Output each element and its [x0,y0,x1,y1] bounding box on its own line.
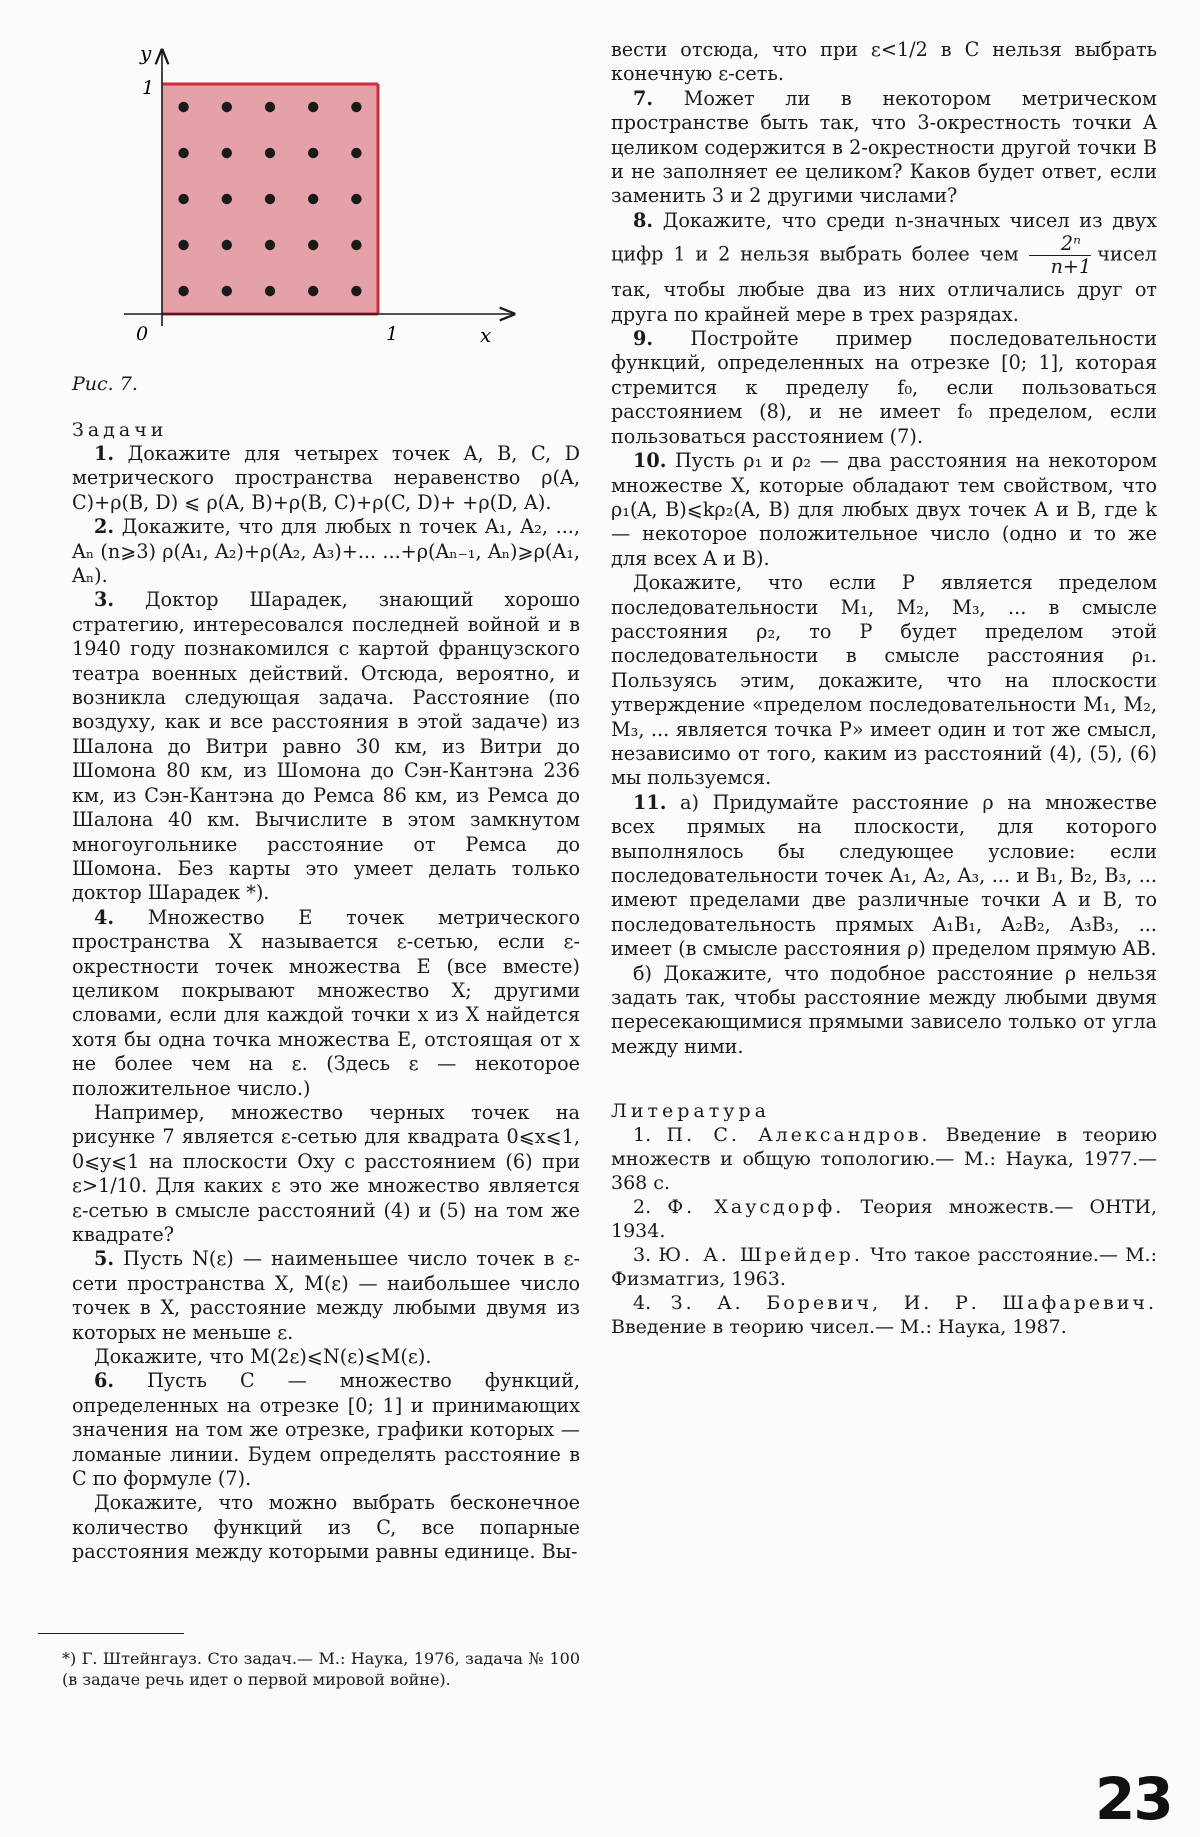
problem-text: Может ли в некотором метрическом пространстве быть так, что 3-окрестность точки A целиком содержится в 2-окрестности другой точки B и не заполняет ее целиком? Каков будет ответ, если заменить 3 и 2 другими числами? [611,86,1157,208]
net-point [265,102,275,112]
reference-2 [611,1195,1157,1243]
figure-caption: Рис. 7. [72,373,138,395]
net-point [222,286,232,296]
problem-1 [72,442,580,515]
problem-number: 11. [633,790,667,814]
problem-4 [72,906,580,1101]
reference-number: 1. [633,1124,652,1147]
fraction-numerator: 2ⁿ [1060,232,1081,256]
problem-text: Множество E точек метрического пространства X называется ε-сетью, если ε-окрестности точек множества E (все вместе) целиком покрывают множество X; другими словами, если для каждой точки x из X найдется хотя бы одна точка множества E, отстоящая от x не более чем на ε. (Здесь ε — некоторое положительное число.) [72,905,580,1100]
problem-number: 1. [94,442,115,465]
footnote-mark: *) [62,1649,77,1668]
net-point [265,148,275,158]
net-point [265,286,275,296]
problem-text: Докажите для четырех точек A, B, C, D метрического пространства неравенство ρ(A, C)+ρ(B, D) ⩽ ρ(A, B)+ρ(B, C)+ρ(C, D)+ +ρ(D, A). [72,442,581,514]
problem-text: Пусть C — множество функций, определенных на отрезке [0; 1] и принимающих значения на том же отрезке, графики которых — ломаные линии. Будем определять расстояние в C по формуле (7). [72,1369,581,1491]
net-point [351,286,361,296]
reference-text: Теория множеств.— ОНТИ, 1934. [611,1196,1157,1243]
problem-number: 8. [633,208,654,232]
reference-author: Ф. Хаусдорф. [667,1196,845,1219]
literature-heading: Литература [611,1100,770,1123]
reference-1 [611,1123,1157,1195]
problem-text: чисел так, чтобы любые два из них отличались друг от друга по крайней мере в трех разрядах. [611,242,1157,326]
net-point [222,102,232,112]
reference-4 [611,1291,1157,1339]
x-tick-label: 1 [386,323,399,345]
y-tick-label: 1 [142,77,155,99]
problem-number: 5. [94,1247,115,1271]
reference-number: 4. [633,1292,652,1315]
net-point [308,194,318,204]
problem-6 [72,1369,580,1491]
net-point [178,148,188,158]
reference-text: Что такое расстояние.— М.: Физматгиз, 1963. [611,1244,1158,1291]
reference-number: 3. [633,1244,652,1267]
problems-heading: Задачи [72,419,168,441]
problem-2 [72,515,580,588]
left-column [72,418,580,1565]
problem-10-claim: Докажите, что если P является пределом последовательности M₁, M₂, M₃, ... в смысле расстояния ρ₂, то P будет пределом этой последовательности в смысле расстояния ρ₁. Пользуясь этим, докажите, что на плоскости утверждение «пределом последовательности M₁, M₂, M₃, ... является точка P» имеет один и тот же смысл, независимо от того, каким из расстояний (4), (5), (6) мы пользуемся. [611,571,1157,790]
problem-number: 4. [94,905,115,929]
problem-7 [611,87,1157,209]
net-point [308,102,318,112]
problem-11a [611,791,1157,962]
net-point [222,194,232,204]
origin-label: 0 [136,323,149,345]
net-point [222,148,232,158]
reference-text: Введение в теорию множеств и общую топологию.— М.: Наука, 1977.— 368 с. [611,1124,1158,1195]
fraction [1029,233,1092,278]
footnote [62,1648,580,1690]
net-point [308,286,318,296]
net-point [308,148,318,158]
page-number: 23 [1095,1765,1172,1833]
problem-11b: б) Докажите, что подобное расстояние ρ нельзя задать так, чтобы расстояние между любыми двумя пересекающимися прямыми зависело только от угла между ними. [611,961,1157,1058]
literature [611,1099,1157,1339]
problem-number: 3. [94,588,115,612]
problem-8 [611,209,1157,327]
net-point [222,240,232,250]
net-point [265,194,275,204]
problem-text: Пусть N(ε) — наименьшее число точек в ε-сети пространства X, M(ε) — наибольшее число точек в X, расстояние между любыми двумя из которых не меньше ε. [72,1247,580,1344]
reference-number: 2. [633,1196,652,1219]
reference-author: Ю. А. Шрейдер. [658,1244,863,1267]
net-point [178,102,188,112]
problem-5 [72,1247,580,1345]
problem-9 [611,327,1157,449]
problem-number: 2. [94,515,115,539]
problem-text: а) Придумайте расстояние ρ на множестве всех прямых на плоскости, для которого выполнялось бы следующее условие: если последовательности точек A₁, A₂, A₃, ... и B₁, B₂, B₃, ... имеют пределами две различные точки A и B, то последовательность прямых A₁B₁, A₂B₂, A₃B₃, ... имеет (в смысле расстояния ρ) пределом прямую AB. [611,790,1157,961]
problem-5-claim: Докажите, что M(2ε)⩽N(ε)⩽M(ε). [94,1345,432,1369]
net-point [178,240,188,250]
problem-6-claim: Докажите, что можно выбрать бесконечное количество функций из C, все попарные расстояния между которыми равны единице. Вы- [72,1491,580,1564]
reference-text: Введение в теорию чисел.— М.: Наука, 1987. [611,1316,1067,1339]
problem-4-example: Например, множество черных точек на рисунке 7 является ε-сетью для квадрата 0⩽x⩽1, 0⩽y⩽1 на плоскости Oxy с расстоянием (6) при ε>1/10. Для каких ε это же множество является ε-сетью в смысле расстояний (4) и (5) на том же квадрате? [72,1100,580,1246]
net-point [351,194,361,204]
problem-3 [72,588,580,905]
problem-number: 10. [633,449,667,473]
footnote-text: Г. Штейнгауз. Сто задач.— М.: Наука, 1976, задача № 100 (в задаче речь идет о первой мировой войне). [62,1649,581,1689]
reference-3 [611,1243,1157,1291]
footnote-rule [38,1633,184,1634]
problem-number: 6. [94,1369,115,1393]
x-axis-label: x [480,323,492,346]
fraction-denominator: n+1 [1029,255,1092,278]
problem-text: Докажите, что для любых n точек A₁, A₂, ..., Aₙ (n⩾3) ρ(A₁, A₂)+ρ(A₂, A₃)+... ...+ρ(Aₙ₋₁, Aₙ)⩾ρ(A₁, Aₙ). [72,515,580,588]
problem-number: 7. [633,86,654,110]
net-point [351,240,361,250]
reference-author: П. С. Александров. [666,1124,931,1147]
figure-7 [62,36,522,346]
net-point [308,240,318,250]
problem-6-continuation: вести отсюда, что при ε<1/2 в C нельзя выбрать конечную ε-сеть. [611,38,1157,86]
problem-text: Доктор Шарадек, знающий хорошо стратегию, интересовался последней войной и в 1940 году познакомился с картой французского театра военных действий. Отсюда, вероятно, и возникла следующая задача. Расстояние (по воздуху, как и все расстояния в этой задаче) из Шалона до Витри равно 30 км, из Витри до Шомона 80 км, из Шомона до Сэн-Кантэна 236 км, из Сэн-Кантэна до Ремса 86 км, из Ремса до Шалона 40 км. Вычислите в этом замкнутом многоугольнике расстояние от Ремса до Шомона. Без карты это умеет делать только доктор Шарадек *). [72,588,580,905]
net-point [178,286,188,296]
problem-number: 9. [633,327,654,351]
problem-text: Пусть ρ₁ и ρ₂ — два расстояния на некотором множестве X, которые обладают тем свойством, что ρ₁(A, B)⩽kρ₂(A, B) для любых двух точек A и B, где k — некоторое положительное число (одно и то же для всех A и B). [611,449,1158,570]
net-point [351,148,361,158]
problem-text: Постройте пример последовательности функций, определенных на отрезке [0; 1], которая стремится к пределу f₀, если пользоваться расстоянием (8), и не имеет f₀ пределом, если пользоваться расстоянием (7). [611,327,1157,448]
net-point [178,194,188,204]
net-point [265,240,275,250]
problem-10 [611,449,1157,571]
reference-author: З. А. Боревич, И. Р. Шафаревич. [670,1292,1157,1315]
y-axis-label: y [140,41,152,65]
problem-text: Докажите, что среди n-значных чисел из двух цифр 1 и 2 нельзя выбрать более чем [611,208,1157,266]
net-point [351,102,361,112]
